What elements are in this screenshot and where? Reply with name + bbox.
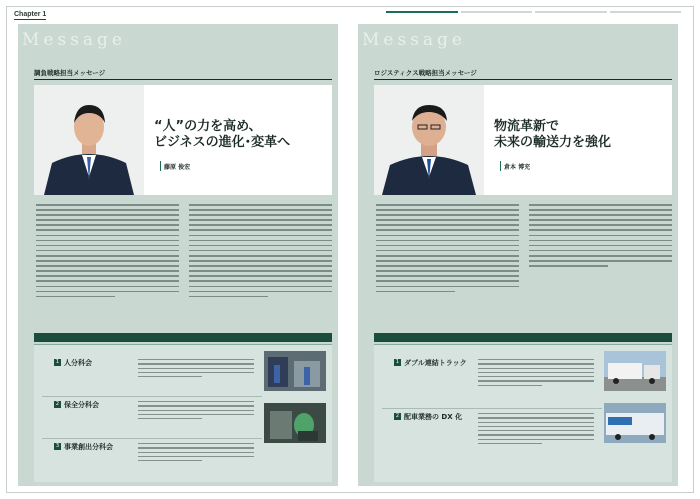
list-item (42, 355, 262, 397)
right-body-col-1 (376, 204, 519, 292)
right-sig-name: 倉本 博充 (504, 164, 531, 171)
right-portrait (374, 85, 484, 195)
left-sig-name: 藤原 俊宏 (164, 164, 191, 171)
item-description (138, 401, 254, 419)
left-headline (154, 119, 324, 151)
nav-tab-4[interactable] (610, 11, 682, 25)
top-navigation (386, 11, 684, 25)
chapter-label: Chapter 1 (14, 11, 47, 18)
left-box (34, 344, 332, 482)
right-body-col-2 (529, 204, 672, 292)
left-body-col-2 (189, 204, 332, 297)
right-section-title: Message (362, 30, 466, 50)
item-number: 3 (55, 443, 60, 449)
right-page (358, 24, 678, 486)
list-item (382, 355, 602, 409)
item-description (478, 359, 594, 386)
left-portrait (34, 85, 144, 195)
item-title: 保全分科会 (64, 401, 99, 409)
factory-photo (264, 351, 326, 391)
item-description (478, 413, 594, 444)
item-title: 人分科会 (64, 359, 92, 367)
item-title: 配車業務の DX 化 (404, 413, 463, 421)
item-number: 2 (395, 413, 400, 419)
item-title: 事業創出分科会 (64, 443, 113, 451)
logistics-photo (604, 403, 666, 443)
nav-tab-2[interactable] (461, 11, 533, 25)
left-headline-line1: “人”の力を高め、 (154, 119, 262, 134)
left-body-col-1 (36, 204, 179, 297)
list-item (42, 439, 262, 481)
left-hero (34, 85, 332, 195)
nav-tab-3[interactable] (535, 11, 607, 25)
list-item (42, 397, 262, 439)
right-signature (500, 161, 530, 171)
left-box-heading (34, 333, 332, 342)
left-item-list (42, 355, 262, 481)
right-body-text (376, 204, 672, 292)
right-role-heading: ロジスティクス戦略担当メッセージ (374, 69, 477, 77)
nav-tab-1[interactable] (386, 11, 458, 25)
right-headline (494, 119, 664, 151)
right-headline-line1: 物流革新で (494, 119, 560, 134)
left-divider (34, 79, 332, 80)
right-headline-line2: 未来の輸送力を強化 (494, 135, 612, 150)
item-number: 1 (395, 359, 400, 365)
truck-photo (604, 351, 666, 391)
item-description (138, 359, 254, 377)
right-hero (374, 85, 672, 195)
left-role-heading: 調負戦略担当メッセージ (34, 69, 106, 77)
left-section-title: Message (22, 30, 126, 50)
item-number: 2 (55, 401, 60, 407)
right-photos (604, 351, 666, 455)
left-body-text (36, 204, 332, 297)
left-page (18, 24, 338, 486)
list-item (382, 409, 602, 469)
item-description (138, 443, 254, 461)
right-item-list (382, 355, 602, 469)
right-box-heading (374, 333, 672, 342)
right-divider (374, 79, 672, 80)
left-headline-line2: ビジネスの進化･変革へ (154, 135, 291, 150)
item-number: 1 (55, 359, 60, 365)
right-box (374, 344, 672, 482)
left-signature (160, 161, 190, 171)
item-title: ダブル連結トラック (404, 359, 467, 367)
left-photos (264, 351, 326, 455)
workshop-photo (264, 403, 326, 443)
